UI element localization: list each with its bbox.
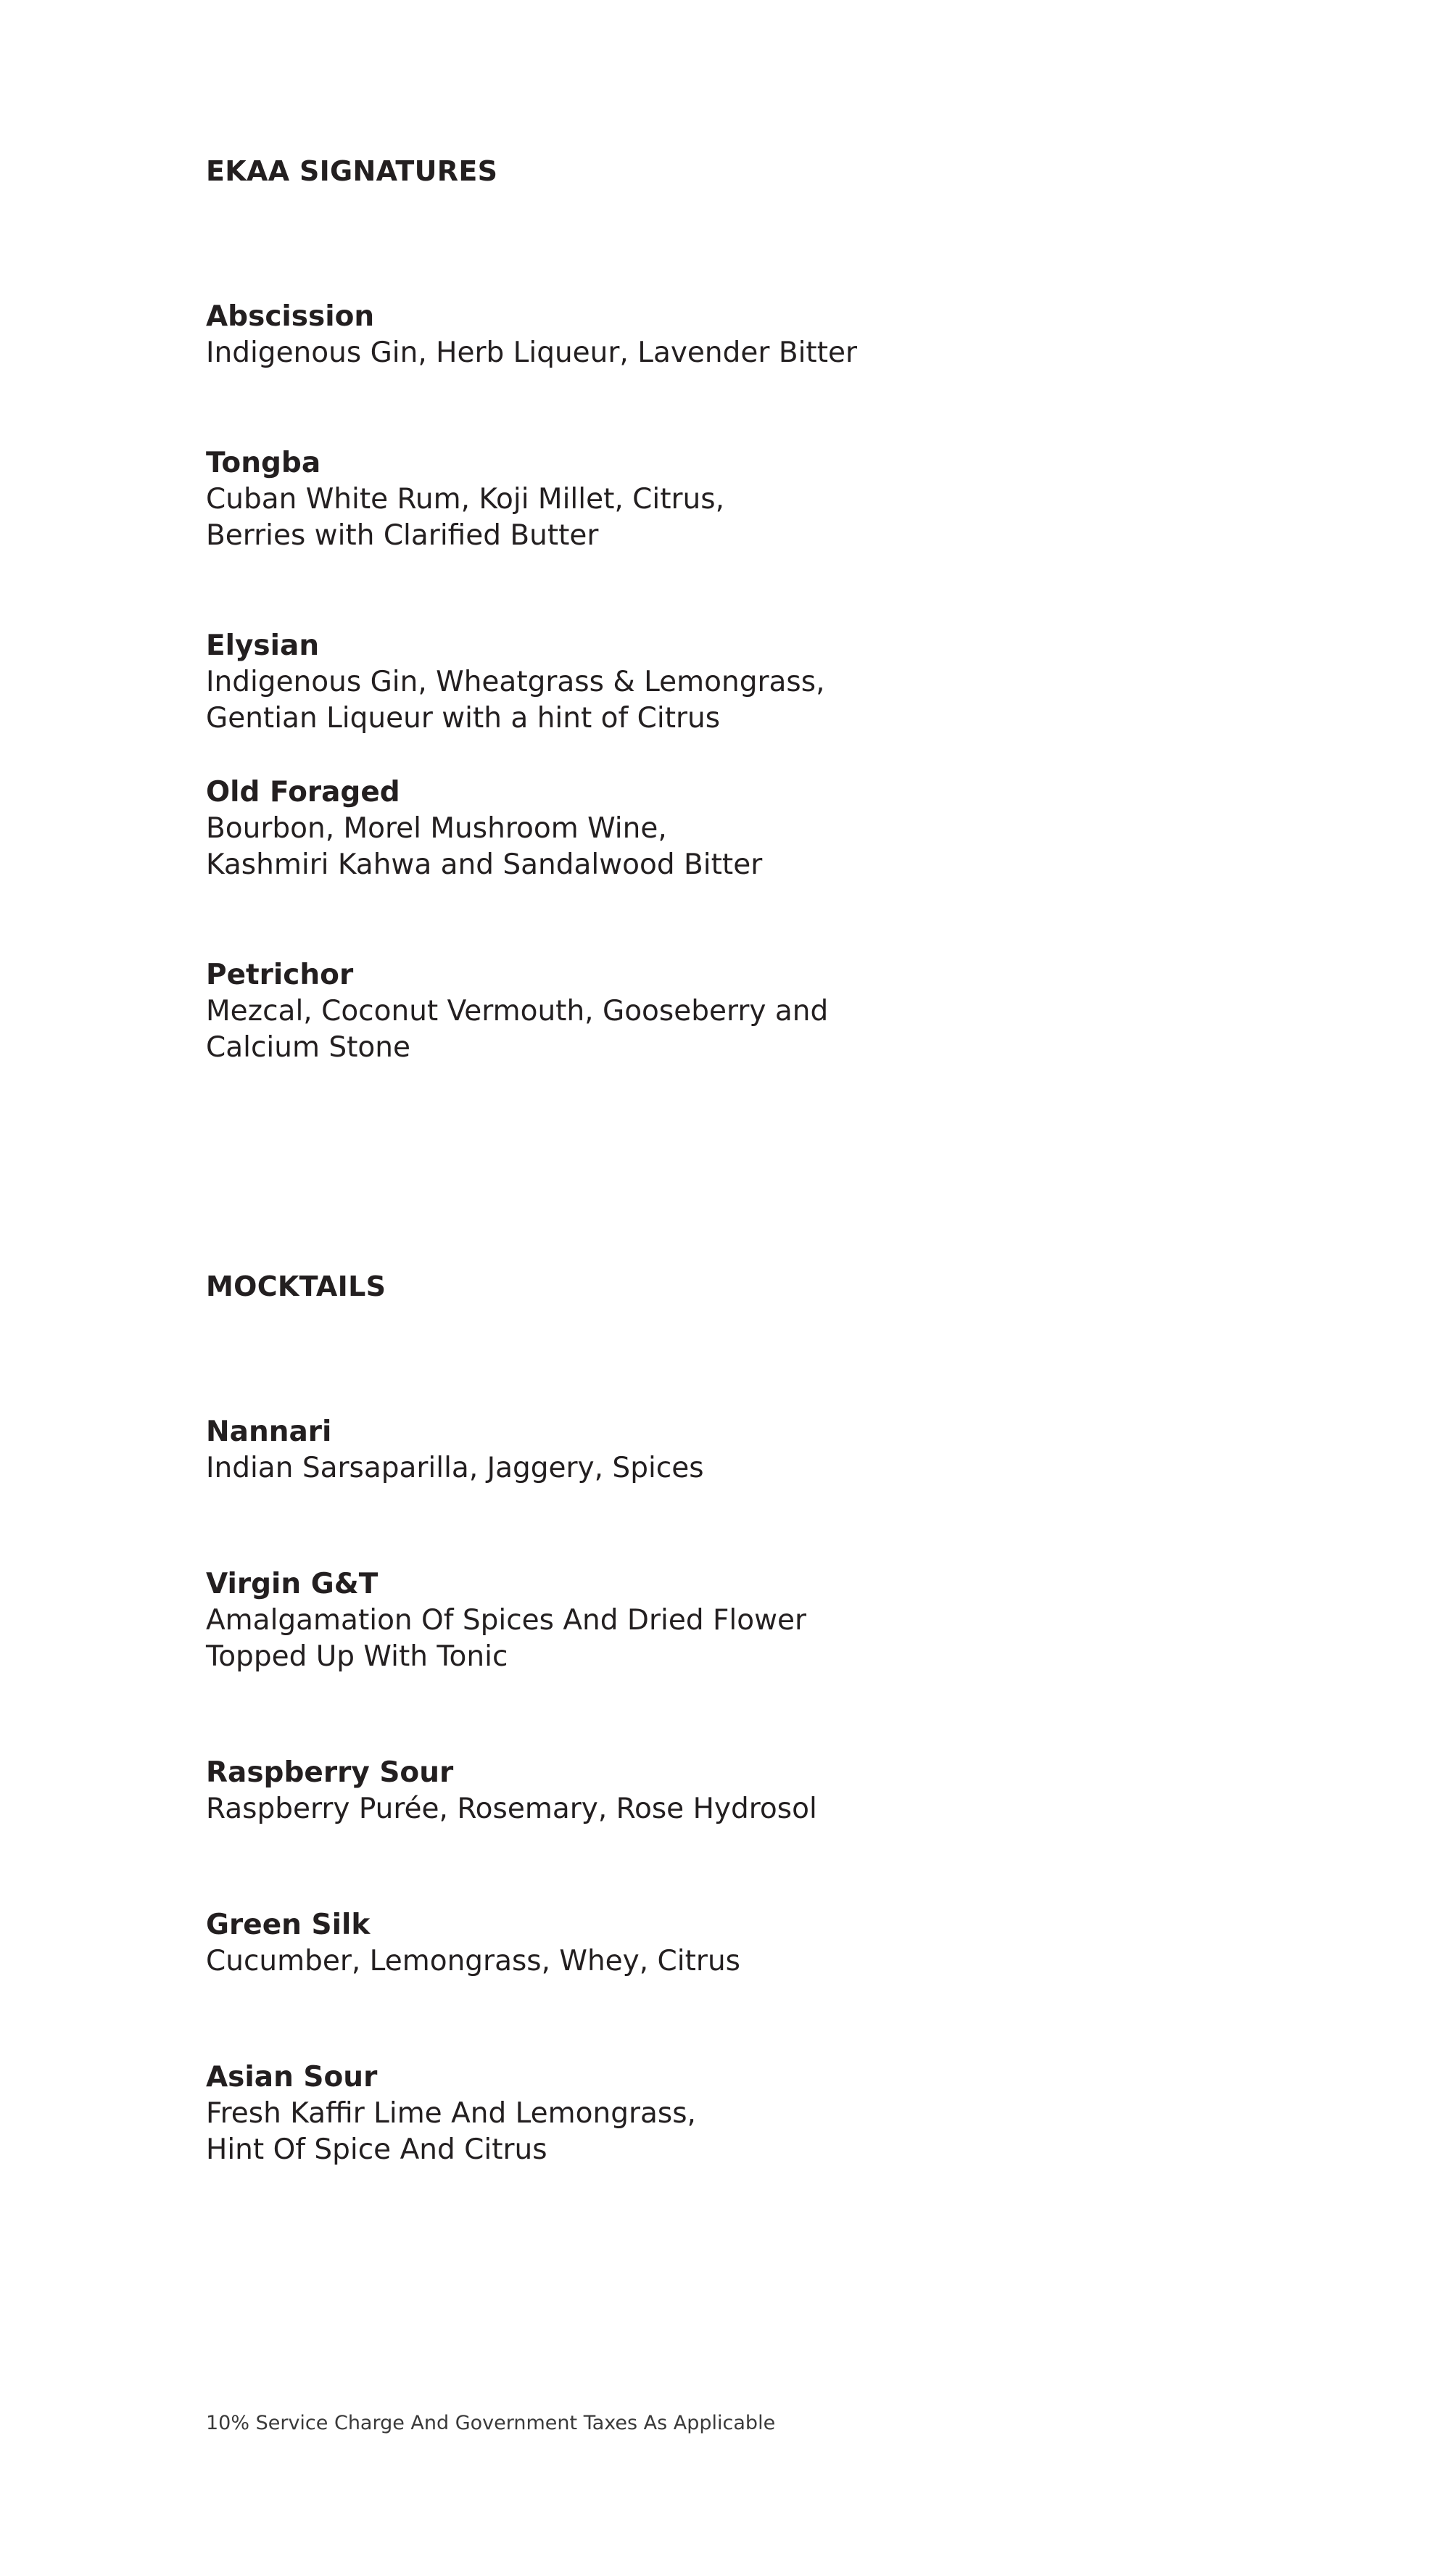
menu-item-name: Asian Sour (206, 2061, 378, 2094)
menu-item-name: Nannari (206, 1415, 332, 1448)
menu-item-name: Tongba (206, 447, 321, 479)
menu-item-elysian (206, 628, 824, 737)
menu-item-description: Calcium Stone (206, 1031, 410, 1064)
menu-item-old-foraged (206, 774, 762, 883)
menu-item-description: Indigenous Gin, Wheatgrass & Lemongrass, (206, 666, 825, 698)
menu-item-name: Green Silk (206, 1909, 371, 1941)
menu-item-description: Mezcal, Coconut Vermouth, Gooseberry and (206, 995, 829, 1028)
menu-item-abscission (206, 299, 857, 371)
menu-item-name: Abscission (206, 300, 375, 333)
service-charge-note: 10% Service Charge And Government Taxes As Applicable (206, 2412, 776, 2434)
menu-item-green-silk (206, 1907, 740, 1980)
menu-item-name: Old Foraged (206, 776, 400, 809)
menu-item-description: Indian Sarsaparilla, Jaggery, Spices (206, 1452, 704, 1484)
menu-item-description: Berries with Clarified Butter (206, 519, 599, 552)
menu-item-description: Cucumber, Lemongrass, Whey, Citrus (206, 1945, 740, 1977)
menu-item-name: Petrichor (206, 959, 354, 991)
menu-item-name: Virgin G&T (206, 1568, 379, 1600)
menu-item-description: Indigenous Gin, Herb Liqueur, Lavender Bitter (206, 336, 858, 369)
menu-item-virgin-gt (206, 1566, 806, 1675)
menu-item-nannari (206, 1414, 704, 1487)
menu-item-description: Gentian Liqueur with a hint of Citrus (206, 702, 721, 735)
section-title-signatures: EKAA SIGNATURES (206, 155, 498, 187)
menu-item-petrichor (206, 957, 828, 1066)
menu-item-name: Elysian (206, 629, 320, 662)
menu-item-description: Amalgamation Of Spices And Dried Flower (206, 1604, 807, 1637)
menu-item-description: Bourbon, Morel Mushroom Wine, (206, 812, 667, 845)
menu-item-description: Cuban White Rum, Koji Millet, Citrus, (206, 483, 724, 516)
menu-item-description: Raspberry Purée, Rosemary, Rose Hydrosol (206, 1793, 817, 1825)
menu-item-description: Fresh Kaffir Lime And Lemongrass, (206, 2097, 696, 2130)
menu-item-description: Hint Of Spice And Citrus (206, 2133, 547, 2166)
menu-item-raspberry-sour (206, 1755, 817, 1827)
menu-item-description: Kashmiri Kahwa and Sandalwood Bitter (206, 848, 763, 881)
menu-item-asian-sour (206, 2059, 696, 2168)
menu-item-description: Topped Up With Tonic (206, 1640, 508, 1673)
menu-item-tongba (206, 445, 724, 554)
menu-item-name: Raspberry Sour (206, 1756, 454, 1789)
section-title-mocktails: MOCKTAILS (206, 1270, 386, 1302)
